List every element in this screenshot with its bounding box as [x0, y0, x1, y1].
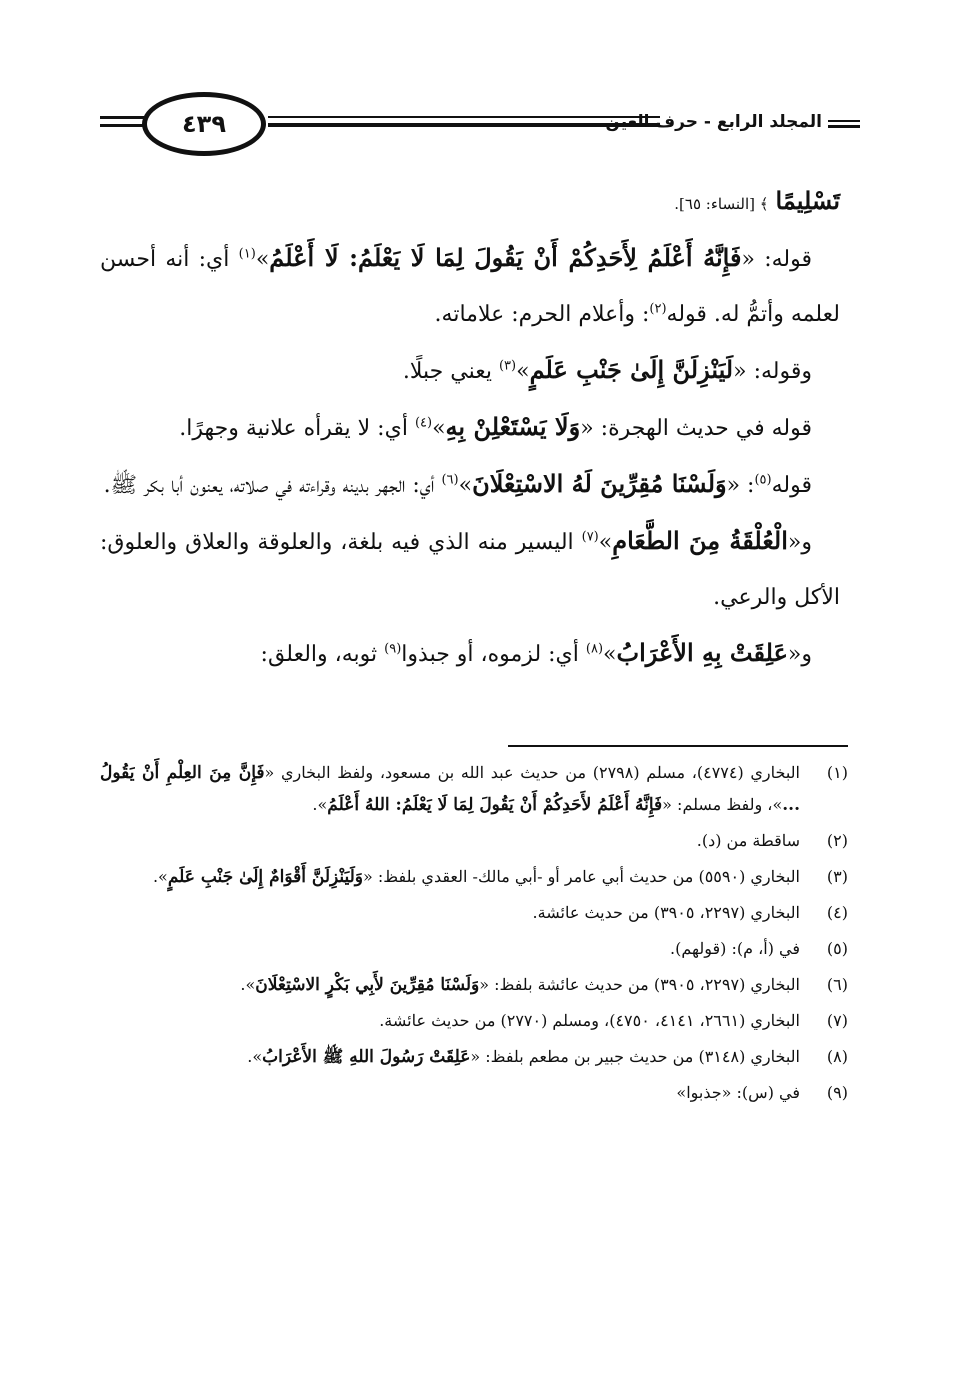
- text-run: قوله: [771, 473, 812, 498]
- text-run: البخاري (٣١٤٨) من حديث جبير بن مطعم بلفظ: «: [470, 1047, 800, 1066]
- text-run: »: [516, 359, 530, 384]
- text-run: »: [255, 247, 270, 272]
- footnote-6: [100, 969, 848, 1001]
- footnote-4: [100, 897, 848, 929]
- page-number: ٤٣٩: [182, 110, 226, 138]
- verse-citation: ﴾ [النساء: ٦٥].: [674, 195, 769, 213]
- footnote-9: [100, 1077, 848, 1109]
- footnote-text: البخاري (٢٦٦١، ٤١٤١، ٤٧٥٠)، ومسلم (٢٧٧٠) من حديث عائشة.: [379, 1011, 800, 1030]
- header-rule-right: [268, 116, 660, 130]
- hadith-quote: فَإِنَّ مِنَ العِلْمِ أَنْ يَقُولُ ...: [100, 763, 800, 815]
- footnote-text: ساقطة من (د).: [696, 831, 800, 850]
- footnote-number: (٥): [826, 939, 848, 958]
- text-run: ».: [240, 975, 256, 994]
- text-run: »: [598, 530, 613, 555]
- footnote-text: [100, 861, 800, 893]
- footnote-7: [100, 1005, 848, 1037]
- footnote-ref: (٥): [754, 472, 772, 488]
- text-run: »: [603, 642, 617, 667]
- footnote-number: (١): [826, 763, 848, 782]
- hadith-quote: فَإِنَّهُ أَعْلَمُ لِأَحَدِكُمْ أَنْ يَقُولَ لِمَا لَا يَعْلَمُ: لَا أَعْلَمُ: [269, 243, 742, 272]
- text-run: ».: [247, 1047, 263, 1066]
- text-run: أي: لا يقرأه علانية وجهرًا.: [179, 416, 415, 441]
- paragraph-6: [100, 625, 840, 682]
- footnote-ref: (٩): [384, 641, 402, 657]
- header-rule-tail: [828, 120, 860, 128]
- text-run: و«: [787, 530, 812, 555]
- footnote-number: (٩): [826, 1083, 848, 1102]
- hadith-quote: وَلَسْنَا مُقِرِّينَ لَهُ الاسْتِعْلَانَ: [472, 469, 727, 498]
- footnote-text: [100, 969, 800, 1001]
- text-run: : وأعلام الحرم: علاماته.: [434, 302, 650, 327]
- footnote-number: (٨): [826, 1047, 848, 1066]
- footnotes: [100, 757, 848, 1113]
- footnote-number: (٧): [826, 1011, 848, 1030]
- footnote-1: [100, 757, 848, 821]
- running-title: المجلد الرابع - حرف العين: [605, 112, 822, 132]
- text-run: أي: الجهر بدينه وقراءته في صلاته، يعنون أبا بكر ﷺ.: [103, 473, 442, 498]
- footnote-text: في (س): «جذبوا»: [676, 1083, 800, 1102]
- page-header: [100, 90, 860, 166]
- footnote-text: البخاري (٢٢٩٧، ٣٩٠٥) من حديث عائشة.: [532, 903, 800, 922]
- footnote-text: [100, 757, 800, 821]
- footnote-ref: (٣): [498, 358, 517, 374]
- footnote-2: [100, 825, 848, 857]
- paragraph-4: [100, 456, 840, 513]
- hadith-quote: وَلَيَنْزِلَنَّ أَقْوَامٌ إِلَىٰ جَنْبِ عَلَمٍ: [167, 867, 364, 887]
- footnote-ref: (٢): [649, 301, 667, 317]
- hadith-quote: الْعُلْقَةُ مِنَ الطَّعَامِ: [612, 526, 788, 555]
- text-run: البخاري (٢٢٩٧، ٣٩٠٥) من حديث عائشة بلفظ: «: [479, 975, 800, 994]
- footnote-5: [100, 933, 848, 965]
- text-run: ».: [312, 795, 328, 814]
- text-run: »: [458, 473, 473, 498]
- hadith-quote: عَلِقَتْ رَسُولَ اللهِ ﷺ الأَعْرَابُ: [262, 1047, 471, 1067]
- text-run: ».: [152, 867, 168, 886]
- hadith-quote: فَإِنَّهُ أَعْلَمُ لأَحَدِكُمْ أَنْ يَقُولَ لِمَا لَا يَعْلَمُ: اللهُ أَعْلَمُ: [327, 795, 663, 815]
- paragraph-5: [100, 513, 840, 625]
- hadith-quote: وَلَسْنَا مُقِرِّينَ لأَبِي بَكْرٍ الاسْتِعْلَانَ: [255, 975, 480, 995]
- paragraph-3: [100, 399, 840, 456]
- text-run: »، ولفظ مسلم: «: [662, 795, 783, 814]
- hadith-quote: لَيَنْزِلَنَّ إِلَىٰ جَنْبِ عَلَمٍ: [529, 355, 734, 384]
- verse-fragment: تَسْلِيمًا: [775, 186, 840, 215]
- text-run: اليسير منه الذي فيه بلغة، والعلوقة والعلاق والعلوق: الأكل والرعي.: [100, 530, 840, 610]
- text-run: يعني جبلًا.: [402, 359, 499, 384]
- footnote-number: (٦): [826, 975, 848, 994]
- footnote-number: (٤): [826, 903, 848, 922]
- footnote-ref: (١): [238, 246, 256, 262]
- hadith-quote: وَلَا يَسْتَعْلِنْ بِهِ: [445, 412, 581, 441]
- text-run: أي: أنه أحسن لعلمه وأتمُّ له. قوله: [100, 247, 840, 327]
- footnote-number: (٣): [826, 867, 848, 886]
- paragraph-1: [100, 230, 840, 342]
- hadith-quote: عَلِقَتْ بِهِ الأَعْرَابُ: [616, 638, 788, 667]
- footnote-text: في (أ، م): (قولهم).: [669, 939, 800, 958]
- text-run: قوله في حديث الهجرة: «: [580, 416, 812, 441]
- footnote-8: [100, 1041, 848, 1073]
- text-run: »: [432, 416, 446, 441]
- text-run: وقوله: «: [733, 359, 812, 384]
- main-text: [100, 175, 840, 682]
- footnote-ref: (٤): [414, 415, 433, 431]
- footnote-3: [100, 861, 848, 893]
- text-run: البخاري (٤٧٧٤)، مسلم (٢٧٩٨) من حديث عبد الله بن مسعود، ولفظ البخاري «: [264, 763, 800, 782]
- text-run: : «: [726, 473, 755, 498]
- text-run: ثوبه، والعلق:: [260, 642, 385, 667]
- page-number-badge: [142, 92, 266, 156]
- paragraph-verse-end: [100, 175, 840, 230]
- footnote-number: (٢): [826, 831, 848, 850]
- text-run: و«: [787, 642, 812, 667]
- footnote-ref: (٧): [581, 529, 599, 545]
- footnote-separator: [508, 745, 848, 747]
- text-run: البخاري (٥٥٩٠) من حديث أبي عامر أو -أبي مالك- العقدي بلفظ: «: [363, 867, 800, 886]
- text-run: قوله: «: [741, 247, 813, 272]
- text-run: أي: لزموه، أو جبذوا: [401, 642, 586, 667]
- paragraph-2: [100, 342, 840, 399]
- footnote-ref: (٦): [441, 472, 459, 488]
- footnote-text: [100, 1041, 800, 1073]
- footnote-ref: (٨): [585, 641, 604, 657]
